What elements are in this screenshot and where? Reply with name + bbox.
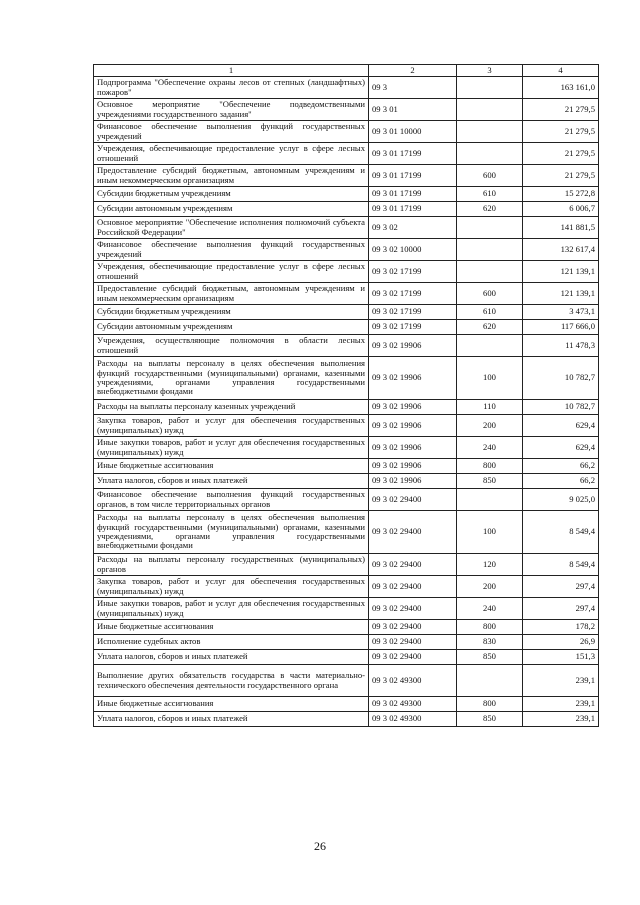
table-row	[94, 99, 599, 121]
row-name-cell: Учреждения, обеспечивающие предоставление услуг в сфере лесных отношений	[94, 261, 369, 283]
table-header	[94, 65, 599, 77]
row-code-cell: 09 3	[369, 77, 457, 99]
row-code-cell: 09 3 02 17199	[369, 283, 457, 305]
row-type-cell: 800	[457, 620, 523, 635]
table-row	[94, 489, 599, 511]
row-amount-cell: 239,1	[523, 712, 599, 727]
row-code-cell: 09 3 01 17199	[369, 202, 457, 217]
row-type-cell: 800	[457, 697, 523, 712]
row-name-cell: Учреждения, осуществляющие полномочия в области лесных отношений	[94, 335, 369, 357]
row-amount-cell: 117 666,0	[523, 320, 599, 335]
row-amount-cell: 66,2	[523, 474, 599, 489]
page-number: 26	[314, 839, 326, 853]
row-name-cell: Закупка товаров, работ и услуг для обеспечения государственных (муниципальных) нужд	[94, 415, 369, 437]
row-code-cell: 09 3 02 19906	[369, 415, 457, 437]
row-code-cell: 09 3 01 17199	[369, 187, 457, 202]
row-amount-cell: 163 161,0	[523, 77, 599, 99]
row-code-cell: 09 3 01	[369, 99, 457, 121]
table-row	[94, 143, 599, 165]
row-type-cell: 240	[457, 437, 523, 459]
row-type-cell	[457, 121, 523, 143]
row-name-cell: Расходы на выплаты персоналу в целях обеспечения выполнения функций государственными (муниципальными) органами, казенными учреждениями, органами управления государственными внебюджетными фондами	[94, 357, 369, 400]
row-name-cell: Иные бюджетные ассигнования	[94, 459, 369, 474]
table-row	[94, 187, 599, 202]
row-type-cell	[457, 665, 523, 697]
row-name-cell: Расходы на выплаты персоналу казенных учреждений	[94, 400, 369, 415]
table-row	[94, 712, 599, 727]
row-name-cell: Расходы на выплаты персоналу в целях обеспечения выполнения функций государственными (муниципальными) органами, казенными учреждениями, органами управления государственными внебюджетными фондами	[94, 511, 369, 554]
header-col-2: 2	[369, 65, 457, 77]
row-name-cell: Субсидии автономным учреждениям	[94, 202, 369, 217]
row-code-cell: 09 3 02 19906	[369, 459, 457, 474]
header-row	[94, 65, 599, 77]
header-col-3: 3	[457, 65, 523, 77]
table-row	[94, 459, 599, 474]
row-amount-cell: 10 782,7	[523, 357, 599, 400]
row-code-cell: 09 3 01 17199	[369, 143, 457, 165]
row-code-cell: 09 3 02 19906	[369, 357, 457, 400]
row-type-cell	[457, 77, 523, 99]
row-type-cell: 100	[457, 357, 523, 400]
row-code-cell: 09 3 02 19906	[369, 437, 457, 459]
row-name-cell: Расходы на выплаты персоналу государственных (муниципальных) органов	[94, 554, 369, 576]
row-amount-cell: 8 549,4	[523, 554, 599, 576]
row-amount-cell: 121 139,1	[523, 283, 599, 305]
table-row	[94, 335, 599, 357]
table-row	[94, 511, 599, 554]
header-col-1: 1	[94, 65, 369, 77]
row-code-cell: 09 3 02 29400	[369, 650, 457, 665]
row-amount-cell: 297,4	[523, 598, 599, 620]
table-row	[94, 165, 599, 187]
row-amount-cell: 66,2	[523, 459, 599, 474]
row-name-cell: Подпрограмма "Обеспечение охраны лесов от степных (ландшафтных) пожаров"	[94, 77, 369, 99]
table-row	[94, 474, 599, 489]
row-name-cell: Уплата налогов, сборов и иных платежей	[94, 474, 369, 489]
row-name-cell: Основное мероприятие "Обеспечение исполнения полномочий субъекта Российской Федерации"	[94, 217, 369, 239]
table-row	[94, 620, 599, 635]
row-type-cell: 200	[457, 576, 523, 598]
table-row	[94, 697, 599, 712]
row-type-cell	[457, 143, 523, 165]
row-amount-cell: 10 782,7	[523, 400, 599, 415]
row-type-cell: 110	[457, 400, 523, 415]
row-amount-cell: 629,4	[523, 437, 599, 459]
table-row	[94, 357, 599, 400]
row-amount-cell: 21 279,5	[523, 121, 599, 143]
row-type-cell: 600	[457, 283, 523, 305]
row-type-cell: 850	[457, 650, 523, 665]
row-name-cell: Закупка товаров, работ и услуг для обеспечения государственных (муниципальных) нужд	[94, 576, 369, 598]
row-type-cell: 200	[457, 415, 523, 437]
row-amount-cell: 21 279,5	[523, 165, 599, 187]
row-name-cell: Субсидии бюджетным учреждениям	[94, 187, 369, 202]
row-type-cell: 620	[457, 320, 523, 335]
row-code-cell: 09 3 02 17199	[369, 320, 457, 335]
row-code-cell: 09 3 02 19906	[369, 474, 457, 489]
row-amount-cell: 6 006,7	[523, 202, 599, 217]
row-amount-cell: 178,2	[523, 620, 599, 635]
row-amount-cell: 297,4	[523, 576, 599, 598]
row-amount-cell: 21 279,5	[523, 99, 599, 121]
row-amount-cell: 121 139,1	[523, 261, 599, 283]
row-amount-cell: 3 473,1	[523, 305, 599, 320]
row-type-cell	[457, 489, 523, 511]
row-amount-cell: 141 881,5	[523, 217, 599, 239]
row-type-cell	[457, 217, 523, 239]
row-amount-cell: 9 025,0	[523, 489, 599, 511]
table-row	[94, 261, 599, 283]
row-code-cell: 09 3 02	[369, 217, 457, 239]
table-row	[94, 437, 599, 459]
row-type-cell: 240	[457, 598, 523, 620]
row-type-cell: 800	[457, 459, 523, 474]
row-code-cell: 09 3 02 10000	[369, 239, 457, 261]
row-type-cell	[457, 335, 523, 357]
table-row	[94, 320, 599, 335]
table-row	[94, 665, 599, 697]
table-row	[94, 217, 599, 239]
row-name-cell: Финансовое обеспечение выполнения функций государственных органов, в том числе территориальных органов	[94, 489, 369, 511]
row-code-cell: 09 3 02 29400	[369, 489, 457, 511]
row-code-cell: 09 3 02 29400	[369, 511, 457, 554]
row-name-cell: Основное мероприятие "Обеспечение подведомственными учреждениями государственного задания"	[94, 99, 369, 121]
row-amount-cell: 629,4	[523, 415, 599, 437]
header-col-4: 4	[523, 65, 599, 77]
row-code-cell: 09 3 02 29400	[369, 598, 457, 620]
table-row	[94, 635, 599, 650]
row-amount-cell: 8 549,4	[523, 511, 599, 554]
table-row	[94, 202, 599, 217]
row-code-cell: 09 3 02 49300	[369, 697, 457, 712]
row-code-cell: 09 3 01 10000	[369, 121, 457, 143]
row-type-cell: 600	[457, 165, 523, 187]
table-body	[94, 77, 599, 727]
table-row	[94, 121, 599, 143]
row-name-cell: Уплата налогов, сборов и иных платежей	[94, 650, 369, 665]
row-name-cell: Субсидии автономным учреждениям	[94, 320, 369, 335]
row-amount-cell: 239,1	[523, 665, 599, 697]
table-row	[94, 283, 599, 305]
row-name-cell: Финансовое обеспечение выполнения функций государственных учреждений	[94, 121, 369, 143]
row-name-cell: Иные закупки товаров, работ и услуг для обеспечения государственных (муниципальных) нужд	[94, 598, 369, 620]
row-amount-cell: 26,9	[523, 635, 599, 650]
row-amount-cell: 132 617,4	[523, 239, 599, 261]
row-type-cell: 610	[457, 305, 523, 320]
row-name-cell: Иные бюджетные ассигнования	[94, 620, 369, 635]
row-amount-cell: 11 478,3	[523, 335, 599, 357]
row-code-cell: 09 3 02 17199	[369, 305, 457, 320]
document-page	[93, 64, 599, 727]
table-row	[94, 650, 599, 665]
row-name-cell: Предоставление субсидий бюджетным, автономным учреждениям и иным некоммерческим организациям	[94, 165, 369, 187]
row-amount-cell: 15 272,8	[523, 187, 599, 202]
row-code-cell: 09 3 02 29400	[369, 635, 457, 650]
table-row	[94, 77, 599, 99]
row-type-cell	[457, 261, 523, 283]
row-code-cell: 09 3 02 29400	[369, 620, 457, 635]
row-code-cell: 09 3 02 49300	[369, 712, 457, 727]
row-type-cell: 620	[457, 202, 523, 217]
budget-table	[93, 64, 599, 727]
row-type-cell: 830	[457, 635, 523, 650]
row-type-cell	[457, 99, 523, 121]
row-name-cell: Иные закупки товаров, работ и услуг для обеспечения государственных (муниципальных) нужд	[94, 437, 369, 459]
row-type-cell: 120	[457, 554, 523, 576]
row-amount-cell: 151,3	[523, 650, 599, 665]
row-name-cell: Учреждения, обеспечивающие предоставление услуг в сфере лесных отношений	[94, 143, 369, 165]
row-amount-cell: 21 279,5	[523, 143, 599, 165]
row-code-cell: 09 3 02 19906	[369, 400, 457, 415]
row-name-cell: Уплата налогов, сборов и иных платежей	[94, 712, 369, 727]
row-type-cell: 610	[457, 187, 523, 202]
row-type-cell: 100	[457, 511, 523, 554]
row-code-cell: 09 3 02 49300	[369, 665, 457, 697]
row-name-cell: Исполнение судебных актов	[94, 635, 369, 650]
row-type-cell	[457, 239, 523, 261]
row-code-cell: 09 3 02 19906	[369, 335, 457, 357]
row-name-cell: Иные бюджетные ассигнования	[94, 697, 369, 712]
table-row	[94, 305, 599, 320]
row-name-cell: Предоставление субсидий бюджетным, автономным учреждениям и иным некоммерческим организациям	[94, 283, 369, 305]
row-amount-cell: 239,1	[523, 697, 599, 712]
row-name-cell: Субсидии бюджетным учреждениям	[94, 305, 369, 320]
row-code-cell: 09 3 01 17199	[369, 165, 457, 187]
table-row	[94, 239, 599, 261]
table-row	[94, 415, 599, 437]
table-row	[94, 576, 599, 598]
table-row	[94, 554, 599, 576]
row-code-cell: 09 3 02 29400	[369, 554, 457, 576]
row-type-cell: 850	[457, 474, 523, 489]
row-code-cell: 09 3 02 29400	[369, 576, 457, 598]
row-type-cell: 850	[457, 712, 523, 727]
row-name-cell: Финансовое обеспечение выполнения функций государственных учреждений	[94, 239, 369, 261]
table-row	[94, 400, 599, 415]
row-code-cell: 09 3 02 17199	[369, 261, 457, 283]
row-name-cell: Выполнение других обязательств государства в части материально-технического обеспечения деятельности государственного органа	[94, 665, 369, 697]
table-row	[94, 598, 599, 620]
